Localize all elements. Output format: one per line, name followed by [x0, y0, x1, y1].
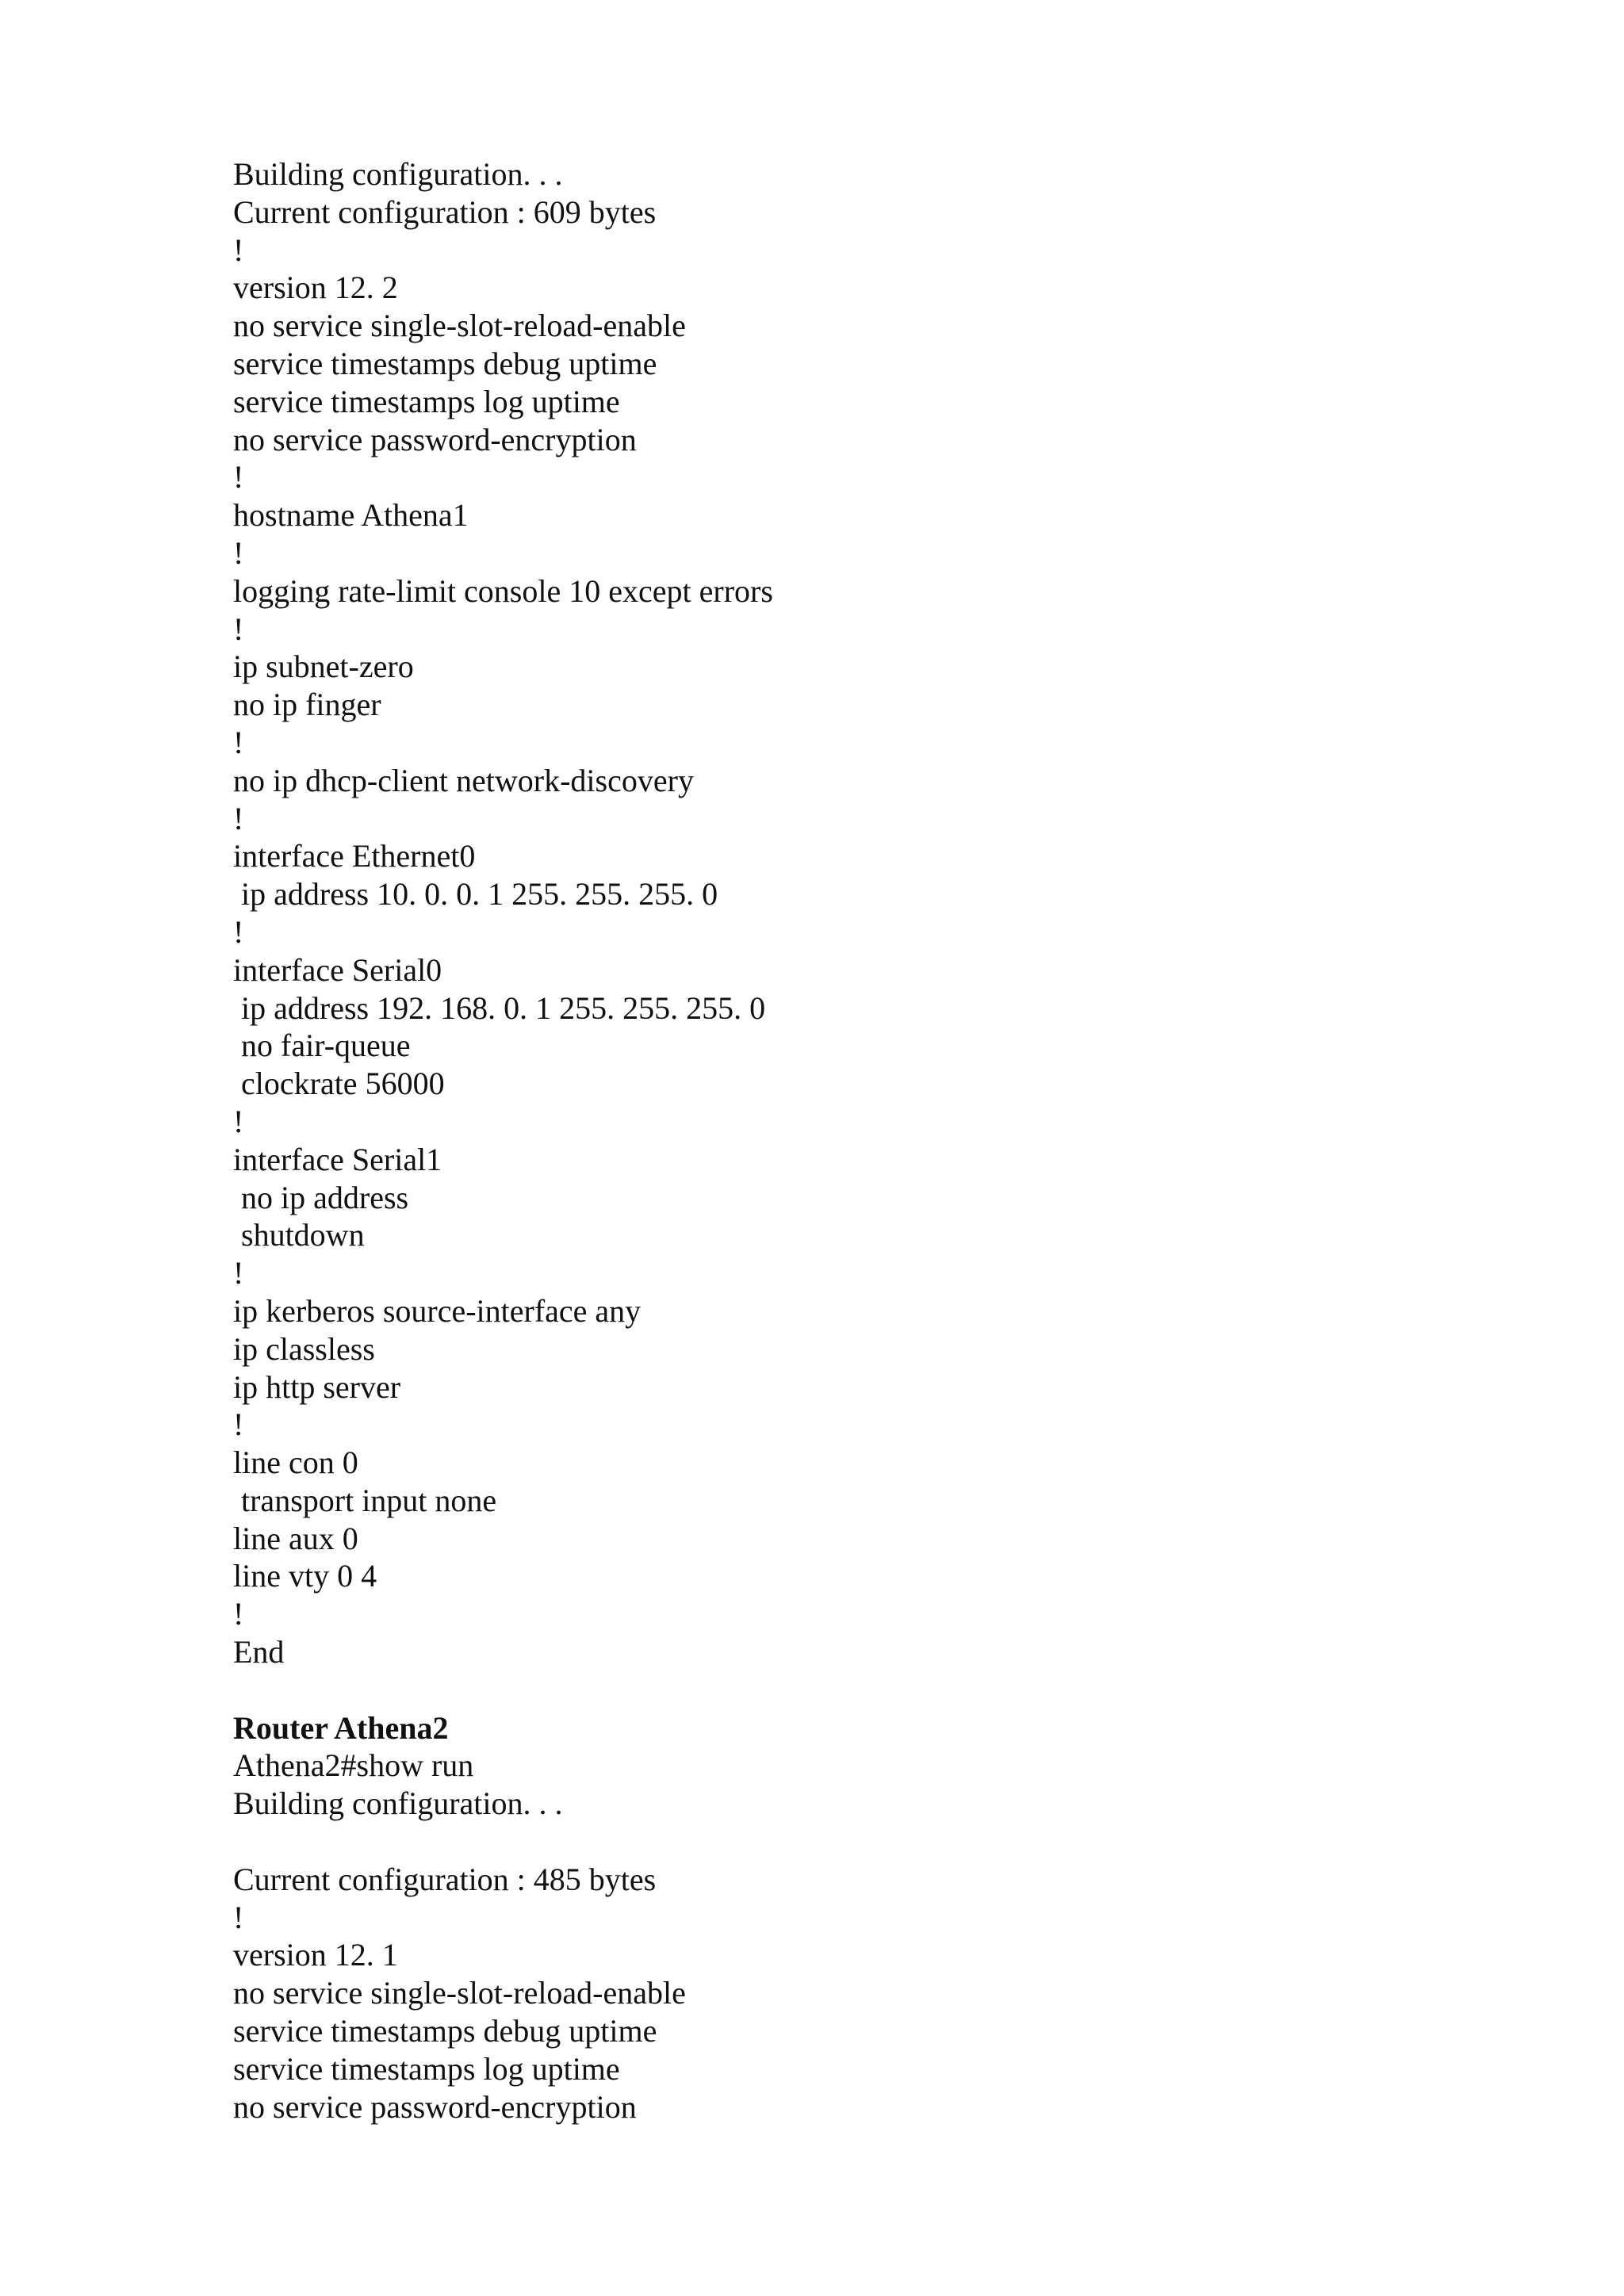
- config-line: !: [233, 1103, 244, 1139]
- config-line: Current configuration : 485 bytes: [233, 1861, 657, 1897]
- config-line: no ip finger: [233, 687, 381, 723]
- config-line: Building configuration. . .: [233, 156, 563, 192]
- config-line: version 12. 2: [233, 270, 398, 306]
- config-line: transport input none: [233, 1482, 497, 1518]
- config-line: no ip dhcp-client network-discovery: [233, 762, 694, 798]
- config-line: service timestamps log uptime: [233, 383, 620, 419]
- config-line: !: [233, 724, 244, 760]
- config-line: interface Serial0: [233, 951, 442, 988]
- config-line: shutdown: [233, 1217, 365, 1253]
- config-line: no ip address: [233, 1179, 409, 1215]
- config-line: ip classless: [233, 1330, 375, 1367]
- config-line: no service single-slot-reload-enable: [233, 308, 686, 344]
- config-listing: [233, 155, 1423, 2126]
- config-line: !: [233, 913, 244, 950]
- config-line: no service password-encryption: [233, 2088, 637, 2125]
- config-line: line vty 0 4: [233, 1558, 377, 1594]
- config-line: !: [233, 610, 244, 647]
- config-line: !: [233, 534, 244, 571]
- config-line: service timestamps log uptime: [233, 2050, 620, 2087]
- config-line: Athena2#show run: [233, 1747, 474, 1784]
- config-line: hostname Athena1: [233, 497, 469, 534]
- config-line: ip kerberos source-interface any: [233, 1292, 642, 1329]
- config-line: ip subnet-zero: [233, 649, 414, 685]
- config-line: !: [233, 800, 244, 836]
- config-line: Current configuration : 609 bytes: [233, 193, 657, 230]
- config-line: service timestamps debug uptime: [233, 2013, 657, 2049]
- blank-line: [233, 1823, 1423, 1861]
- config-line: no fair-queue: [233, 1027, 411, 1064]
- config-line: interface Ethernet0: [233, 838, 476, 874]
- config-line: clockrate 56000: [233, 1066, 445, 1102]
- config-line: service timestamps debug uptime: [233, 345, 657, 381]
- config-line: no service password-encryption: [233, 421, 637, 457]
- config-line: !: [233, 459, 244, 496]
- section-heading: Router Athena2: [233, 1709, 449, 1746]
- config-line: version 12. 1: [233, 1937, 398, 1973]
- config-line: line con 0: [233, 1445, 358, 1481]
- config-line: !: [233, 1406, 244, 1443]
- config-line: ip address 192. 168. 0. 1 255. 255. 255. 0: [233, 989, 766, 1026]
- blank-line: [233, 1671, 1423, 1709]
- config-line: !: [233, 232, 244, 268]
- config-line: ip http server: [233, 1368, 401, 1405]
- config-line: !: [233, 1899, 244, 1935]
- config-line: Building configuration. . .: [233, 1785, 563, 1822]
- config-line: !: [233, 1255, 244, 1292]
- config-line: End: [233, 1634, 285, 1670]
- config-line: interface Serial1: [233, 1141, 442, 1177]
- config-line: logging rate-limit console 10 except errors: [233, 572, 773, 609]
- config-line: line aux 0: [233, 1520, 358, 1556]
- config-line: ip address 10. 0. 0. 1 255. 255. 255. 0: [233, 876, 718, 913]
- config-line: !: [233, 1596, 244, 1632]
- config-line: no service single-slot-reload-enable: [233, 1975, 686, 2011]
